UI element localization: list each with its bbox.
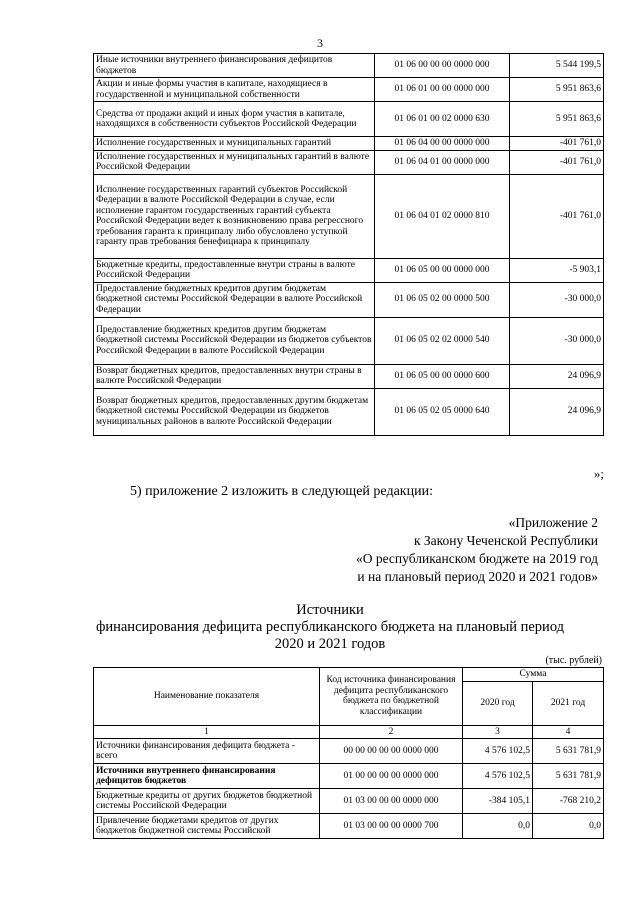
header-name: Наименование показателя (94, 668, 320, 726)
row-2021: -768 210,2 (533, 789, 604, 814)
row-code: 01 06 04 00 00 0000 000 (375, 137, 510, 151)
table-row (94, 258, 604, 282)
row-amount: -5 903,1 (510, 258, 604, 282)
row-amount: 5 951 863,6 (510, 102, 604, 137)
row-name: Исполнение государственных гарантий субъектов Российской Федерации в валюте Российской Федерации в случае, если исполнение гарантом государственных гарантий субъекта Российской Федерации ведет к возникновению права регрессного требования гаранта к принципалу либо обусловлено уступкой гаранту прав требования бенефициара к принципалу (94, 174, 375, 258)
appendix-line: «О республиканском бюджете на 2019 год (355, 551, 598, 566)
header-sum: Сумма (463, 668, 604, 682)
row-2021: 5 631 781,9 (533, 764, 604, 789)
row-amount: -401 761,0 (510, 150, 604, 174)
row-code: 00 00 00 00 00 0000 000 (320, 739, 463, 764)
row-2020: 0,0 (463, 814, 533, 839)
column-number: 4 (533, 725, 604, 739)
row-2021: 0,0 (533, 814, 604, 839)
row-name: Акции и иные формы участия в капитале, находящиеся в государственной и муниципальной собственности (94, 78, 375, 102)
column-number-row (94, 725, 604, 739)
row-code: 01 03 00 00 00 0000 000 (320, 789, 463, 814)
table-row (94, 174, 604, 258)
row-2020: 4 576 102,5 (463, 739, 533, 764)
row-2020: 4 576 102,5 (463, 764, 533, 789)
header-2021: 2021 год (533, 681, 604, 725)
row-code: 01 06 01 00 02 0000 630 (375, 102, 510, 137)
header-row (94, 668, 604, 682)
table-row (94, 137, 604, 151)
row-code: 01 06 05 02 02 0000 540 (375, 317, 510, 364)
row-name: Возврат бюджетных кредитов, предоставленных внутри страны в валюте Российской Федерации (94, 364, 375, 388)
row-name: Исполнение государственных и муниципальных гарантий (94, 137, 375, 151)
row-code: 01 03 00 00 00 0000 700 (320, 814, 463, 839)
row-name: Возврат бюджетных кредитов, предоставленных другим бюджетам бюджетной системы Российской Федерации из бюджетов муниципальных районов в валюте Российской Федерации (94, 388, 375, 435)
table-row (94, 78, 604, 102)
row-amount: -30 000,0 (510, 317, 604, 364)
row-code: 01 06 05 02 00 0000 500 (375, 282, 510, 317)
row-name: Предоставление бюджетных кредитов другим бюджетам бюджетной системы Российской Федерации в валюте Российской Федерации (94, 282, 375, 317)
row-2021: 5 631 781,9 (533, 739, 604, 764)
table-row (94, 739, 604, 764)
title-line: Источники (296, 602, 364, 618)
row-name: Источники внутреннего финансирования дефицитов бюджетов (94, 764, 320, 789)
row-code: 01 00 00 00 00 0000 000 (320, 764, 463, 789)
column-number: 3 (463, 725, 533, 739)
table-row (94, 764, 604, 789)
table-row (94, 364, 604, 388)
table-row (94, 814, 604, 839)
row-code: 01 06 05 00 00 0000 600 (375, 364, 510, 388)
row-amount: -30 000,0 (510, 282, 604, 317)
row-amount: 24 096,9 (510, 388, 604, 435)
column-number: 1 (94, 725, 320, 739)
sources-table-2020-2021 (93, 667, 604, 839)
header-code: Код источника финансирования дефицита республиканского бюджета по бюджетной классификации (320, 668, 463, 726)
row-name: Средства от продажи акций и иных форм участия в капитале, находящихся в собственности субъектов Российской Федерации (94, 102, 375, 137)
table-row (94, 789, 604, 814)
column-number: 2 (320, 725, 463, 739)
page-number: 3 (317, 36, 323, 50)
appendix-line: «Приложение 2 (508, 515, 598, 530)
row-amount: 5 544 199,5 (510, 54, 604, 78)
row-name: Исполнение государственных и муниципальных гарантий в валюте Российской Федерации (94, 150, 375, 174)
row-code: 01 06 01 00 00 0000 000 (375, 78, 510, 102)
title-line: 2020 и 2021 годов (274, 636, 386, 652)
row-name: Предоставление бюджетных кредитов другим бюджетам бюджетной системы Российской Федерации из бюджетов субъектов Российской Федерации в валюте Российской Федерации (94, 317, 375, 364)
row-amount: 24 096,9 (510, 364, 604, 388)
appendix-header (356, 514, 598, 586)
table-row (94, 102, 604, 137)
row-code: 01 06 04 01 00 0000 000 (375, 150, 510, 174)
row-code: 01 06 05 00 00 0000 000 (375, 258, 510, 282)
row-amount: -401 761,0 (510, 174, 604, 258)
appendix-line: к Закону Чеченской Республики (413, 533, 598, 548)
row-2020: -384 105,1 (463, 789, 533, 814)
row-amount: -401 761,0 (510, 137, 604, 151)
title-line: финансирования дефицита республиканского бюджета на плановый период (95, 619, 565, 635)
row-name: Иные источники внутреннего финансирования дефицитов бюджетов (94, 54, 375, 78)
closing-quote: »; (593, 466, 604, 481)
table-row (94, 54, 604, 78)
row-name: Источники финансирования дефицита бюджета - всего (94, 739, 320, 764)
document-title (60, 602, 600, 653)
row-code: 01 06 04 01 02 0000 810 (375, 174, 510, 258)
row-code: 01 06 00 00 00 0000 000 (375, 54, 510, 78)
row-name: Бюджетные кредиты от других бюджетов бюджетной системы Российской Федерации (94, 789, 320, 814)
sources-table-continued (93, 53, 604, 436)
table-row (94, 150, 604, 174)
row-amount: 5 951 863,6 (510, 78, 604, 102)
units-label: (тыс. рублей) (545, 655, 602, 666)
table-row (94, 317, 604, 364)
table-row (94, 388, 604, 435)
amendment-item-5: 5) приложение 2 изложить в следующей редакции: (130, 484, 433, 499)
header-2020: 2020 год (463, 681, 533, 725)
table-row (94, 282, 604, 317)
appendix-line: и на плановый период 2020 и 2021 годов» (357, 569, 598, 584)
row-code: 01 06 05 02 05 0000 640 (375, 388, 510, 435)
row-name: Бюджетные кредиты, предоставленные внутри страны в валюте Российской Федерации (94, 258, 375, 282)
row-name: Привлечение бюджетами кредитов от других бюджетов бюджетной системы Российской (94, 814, 320, 839)
